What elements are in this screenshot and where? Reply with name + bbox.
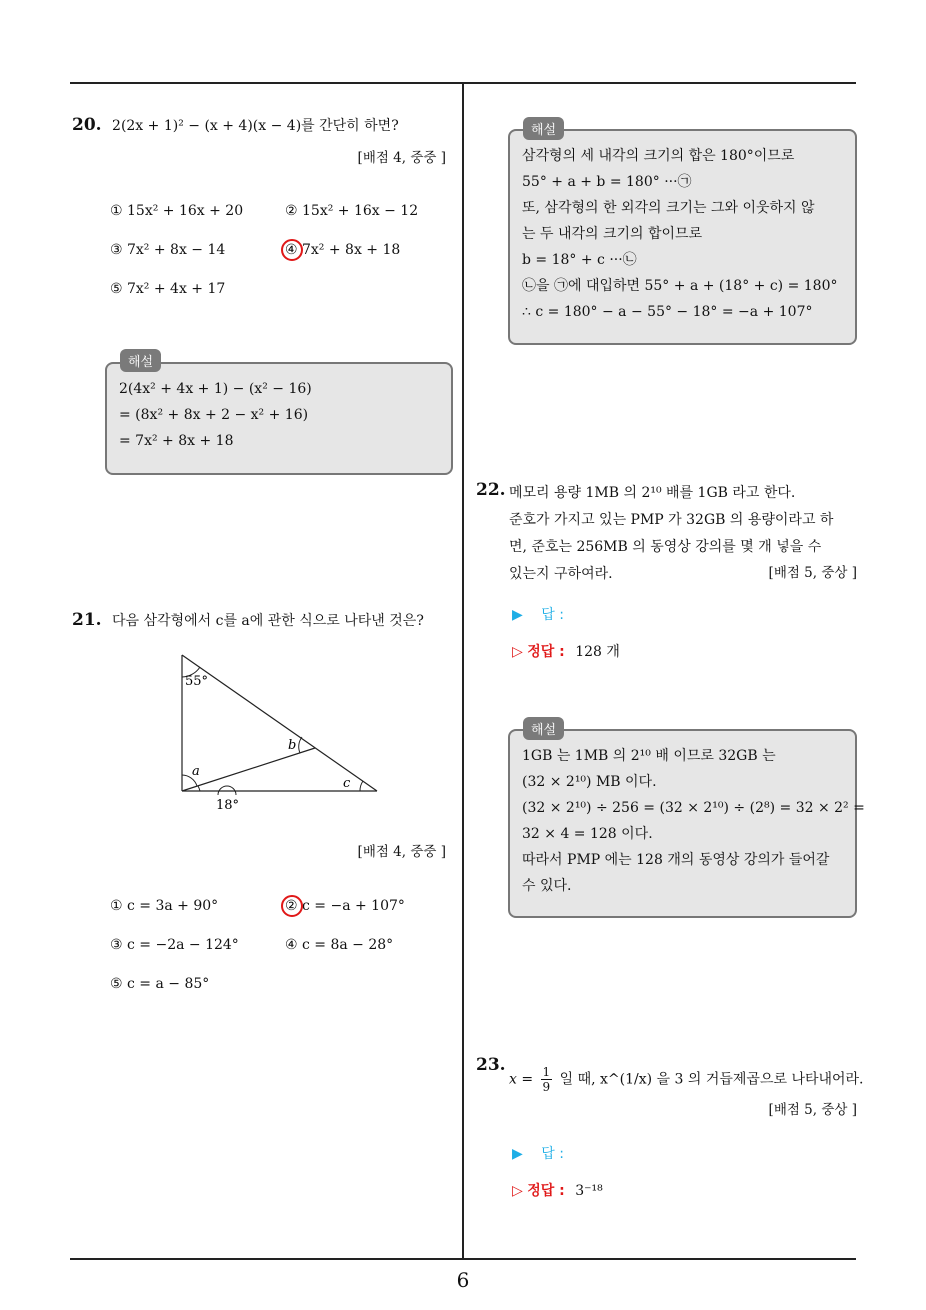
score-label: [배점 5, 중상 ] (768, 1102, 857, 1118)
explanation-line: b = 18° + c ···㉡ (522, 252, 637, 268)
label-c: c (343, 776, 351, 791)
label-18: 18° (216, 798, 240, 813)
question-text: 메모리 용량 1MB 의 2¹⁰ 배를 1GB 라고 한다. (509, 485, 796, 501)
option-3[interactable]: ③ 7x² + 8x − 14 (110, 242, 226, 258)
explanation-line: = (8x² + 8x + 2 − x² + 16) (119, 407, 309, 423)
play-icon: ▶ (512, 1146, 523, 1162)
explanation-box (508, 129, 857, 345)
correct-answer-value: 3⁻¹⁸ (575, 1183, 603, 1199)
fraction-numerator: 1 (542, 1065, 551, 1079)
score-label: [배점 5, 중상 ] (768, 565, 857, 581)
question-number: 20. (72, 115, 102, 135)
question-text: 면, 준호는 256MB 의 동영상 강의를 몇 개 넣을 수 (509, 539, 822, 555)
option-5[interactable]: ⑤ 7x² + 4x + 17 (110, 281, 226, 297)
answer-label: 답 : (541, 1146, 564, 1162)
option-1[interactable]: ① 15x² + 16x + 20 (110, 203, 244, 219)
play-icon: ▶ (512, 607, 523, 623)
explanation-tag: 해설 (523, 117, 564, 140)
outline-play-icon: ▷ (512, 1183, 523, 1199)
label-b: b (288, 738, 297, 753)
triangle-figure (170, 645, 390, 820)
option-3[interactable]: ③ c = −2a − 124° (110, 937, 239, 953)
score-label: [배점 4, 중중 ] (357, 844, 446, 860)
question-20 (72, 112, 399, 140)
outline-play-icon: ▷ (512, 644, 523, 660)
score-label: [배점 4, 중중 ] (357, 150, 446, 166)
label-55: 55° (185, 674, 209, 689)
explanation-tag: 해설 (523, 717, 564, 740)
question-number: 23. (476, 1055, 506, 1075)
explanation-line: 삼각형의 세 내각의 크기의 합은 180°이므로 (522, 148, 795, 164)
explanation-tag: 해설 (120, 349, 161, 372)
page-number: 6 (456, 1268, 470, 1292)
option-2[interactable]: ② 15x² + 16x − 12 (285, 203, 419, 219)
explanation-line: 1GB 는 1MB 의 2¹⁰ 배 이므로 32GB 는 (522, 748, 776, 764)
explanation-line: 수 있다. (522, 878, 572, 894)
explanation-line: (32 × 2¹⁰) MB 이다. (522, 774, 657, 790)
fraction (541, 1065, 553, 1094)
question-text: 준호가 가지고 있는 PMP 가 32GB 의 용량이라고 하 (509, 512, 834, 528)
option-4[interactable]: ④ 7x² + 8x + 18 (285, 242, 401, 258)
question-text: 일 때, x^(1/x) 을 3 의 거듭제곱으로 나타내어라. (559, 1071, 864, 1088)
explanation-box (508, 729, 865, 918)
explanation-line: = 7x² + 8x + 18 (119, 433, 234, 449)
explanation-line: (32 × 2¹⁰) ÷ 256 = (32 × 2¹⁰) ÷ (2⁸) = 32 × 2² = (522, 800, 865, 816)
explanation-box (105, 362, 453, 475)
question-number: 22. (476, 480, 506, 500)
label-a: a (192, 764, 200, 779)
explanation-line: 는 두 내각의 크기의 합이므로 (522, 226, 703, 242)
option-4[interactable]: ④ c = 8a − 28° (285, 937, 394, 953)
selected-answer-circle (281, 895, 303, 917)
equation-prefix: x = (509, 1071, 534, 1088)
question-text: 2(2x + 1)² − (x + 4)(x − 4)를 간단히 하면? (112, 118, 399, 134)
option-2[interactable]: ② c = −a + 107° (285, 898, 405, 914)
explanation-line: 따라서 PMP 에는 128 개의 동영상 강의가 들어갈 (522, 852, 830, 868)
option-1[interactable]: ① c = 3a + 90° (110, 898, 219, 914)
question-21 (72, 607, 424, 635)
question-number: 21. (72, 610, 102, 630)
correct-answer-row (512, 641, 620, 661)
option-5[interactable]: ⑤ c = a − 85° (110, 976, 210, 992)
correct-answer-value: 128 개 (575, 644, 620, 660)
correct-answer-label: 정답 : (527, 1183, 565, 1199)
explanation-line: 32 × 4 = 128 이다. (522, 826, 653, 842)
column-divider (462, 83, 464, 1259)
question-text: 있는지 구하여라. (509, 566, 613, 582)
explanation-line: 55° + a + b = 180° ···㉠ (522, 174, 692, 190)
explanation-line: 2(4x² + 4x + 1) − (x² − 16) (119, 381, 312, 397)
explanation-line: 또, 삼각형의 한 외각의 크기는 그와 이웃하지 않 (522, 200, 815, 216)
selected-answer-circle (281, 239, 303, 261)
question-text: 다음 삼각형에서 c를 a에 관한 식으로 나타낸 것은? (112, 613, 424, 629)
answer-row (512, 604, 564, 624)
answer-row (512, 1143, 564, 1163)
explanation-line: ∴ c = 180° − a − 55° − 18° = −a + 107° (522, 304, 813, 320)
explanation-line: ㉡을 ㉠에 대입하면 55° + a + (18° + c) = 180° (522, 278, 838, 294)
answer-label: 답 : (541, 607, 564, 623)
correct-answer-row (512, 1180, 603, 1200)
correct-answer-label: 정답 : (527, 644, 565, 660)
fraction-denominator: 9 (542, 1080, 551, 1094)
